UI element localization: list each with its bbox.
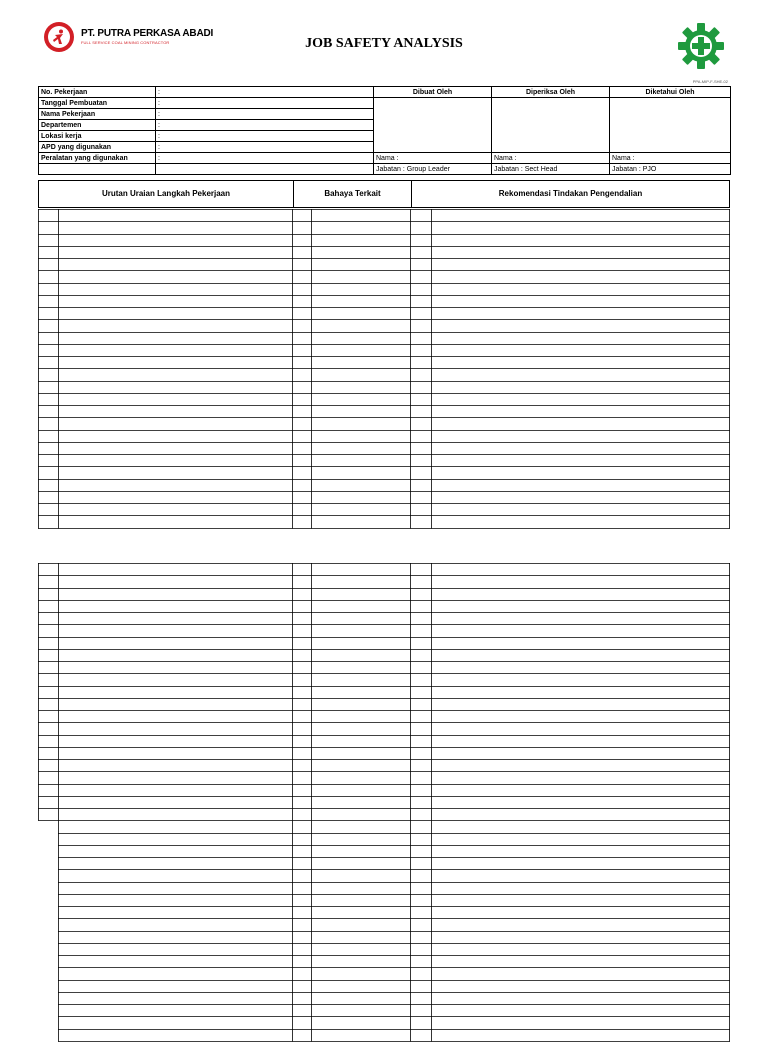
- label-nama-pekerjaan: Nama Pekerjaan: [39, 109, 156, 120]
- page-title: JOB SAFETY ANALYSIS: [305, 36, 463, 51]
- job-info-table: [38, 86, 731, 175]
- header-diperiksa-oleh: Diperiksa Oleh: [492, 87, 610, 98]
- field-spacer: [156, 164, 374, 175]
- column-steps: Urutan Uraian Langkah Pekerjaan: [101, 189, 231, 198]
- approval-name-dibuat[interactable]: Nama :: [374, 153, 492, 164]
- signature-dibuat-oleh[interactable]: [374, 98, 492, 153]
- lower-analysis-grid[interactable]: [38, 563, 730, 1042]
- document-code: PPA-MIP-F-SHE-02: [692, 79, 728, 84]
- field-departemen[interactable]: :: [156, 120, 374, 131]
- analysis-column-header: [38, 180, 730, 208]
- label-peralatan: Peralatan yang digunakan: [39, 153, 156, 164]
- signature-diketahui-oleh[interactable]: [610, 98, 731, 153]
- field-nama-pekerjaan[interactable]: :: [156, 109, 374, 120]
- label-no-pekerjaan: No. Pekerjaan: [39, 87, 156, 98]
- approval-title-dibuat[interactable]: Jabatan : Group Leader: [374, 164, 492, 175]
- header-diketahui-oleh: Diketahui Oleh: [610, 87, 731, 98]
- header-dibuat-oleh: Dibuat Oleh: [374, 87, 492, 98]
- approval-title-diketahui[interactable]: Jabatan : PJO: [610, 164, 731, 175]
- label-spacer: [39, 164, 156, 175]
- label-lokasi-kerja: Lokasi kerja: [39, 131, 156, 142]
- field-tanggal-pembuatan[interactable]: :: [156, 98, 374, 109]
- signature-diperiksa-oleh[interactable]: [492, 98, 610, 153]
- label-departemen: Departemen: [39, 120, 156, 131]
- k3-gear-cross-icon: [677, 22, 725, 70]
- upper-analysis-grid[interactable]: [38, 209, 730, 529]
- approval-title-diperiksa[interactable]: Jabatan : Sect Head: [492, 164, 610, 175]
- field-peralatan[interactable]: :: [156, 153, 374, 164]
- company-name: PT. PUTRA PERKASA ABADI: [81, 28, 214, 39]
- company-tagline: FULL SERVICE COAL MINING CONTRACTOR: [81, 40, 170, 45]
- label-tanggal-pembuatan: Tanggal Pembuatan: [39, 98, 156, 109]
- approval-name-diketahui[interactable]: Nama :: [610, 153, 731, 164]
- column-controls: Rekomendasi Tindakan Pengendalian: [498, 189, 643, 198]
- field-apd[interactable]: :: [156, 142, 374, 153]
- field-lokasi-kerja[interactable]: :: [156, 131, 374, 142]
- label-apd: APD yang digunakan: [39, 142, 156, 153]
- column-hazards: Bahaya Terkait: [324, 189, 381, 198]
- field-no-pekerjaan[interactable]: :: [156, 87, 374, 98]
- approval-name-diperiksa[interactable]: Nama :: [492, 153, 610, 164]
